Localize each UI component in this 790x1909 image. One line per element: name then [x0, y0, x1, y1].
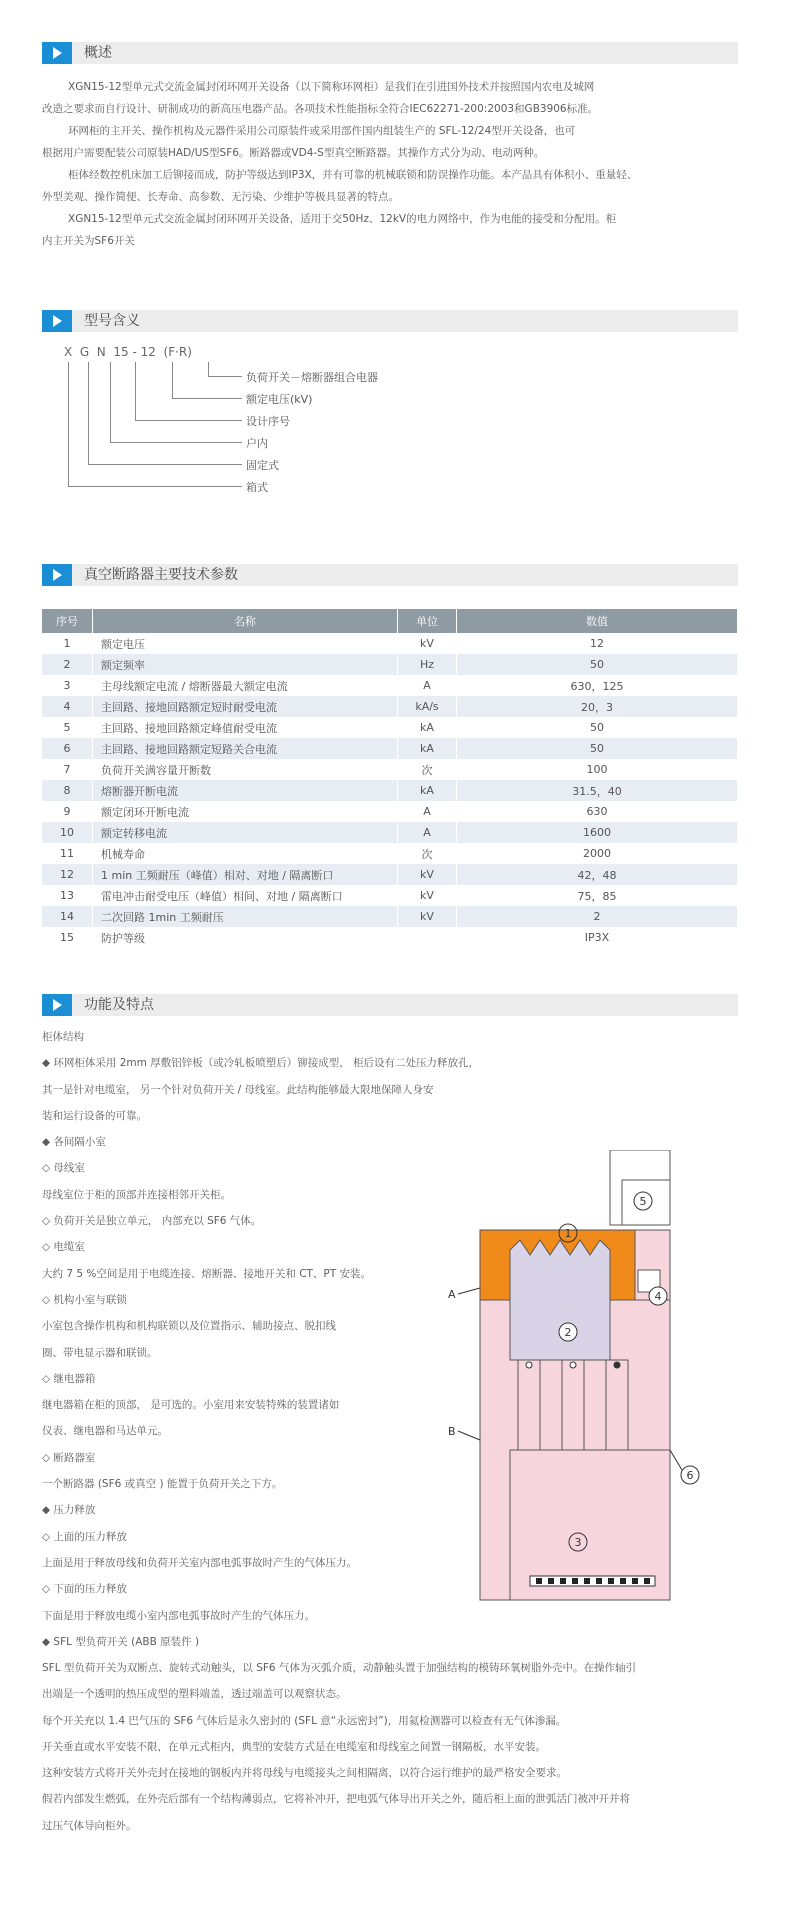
- param-unit: 次: [398, 843, 457, 864]
- param-unit: kV: [398, 633, 457, 654]
- feature-line: 母线室位于柜的顶部并连接相邻开关柜。: [42, 1188, 231, 1201]
- column-header: 名称: [93, 609, 398, 633]
- param-unit: A: [398, 675, 457, 696]
- features-list: [42, 1024, 482, 1655]
- column-header: 单位: [398, 609, 457, 633]
- param-name: 主回路、接地回路额定短时耐受电流: [93, 696, 398, 717]
- feature-line: ◇ 机构小室与联锁: [42, 1293, 127, 1306]
- param-value: 630: [457, 801, 738, 822]
- model-label: 设计序号: [246, 415, 290, 428]
- param-value: 100: [457, 759, 738, 780]
- param-unit: A: [398, 801, 457, 822]
- row-index: 1: [42, 633, 93, 654]
- callout-label: 3: [574, 1536, 582, 1549]
- section-title: 概述: [84, 45, 112, 61]
- callout-label: 1: [564, 1227, 572, 1240]
- feature-line: 其一是针对电缆室， 另一个针对负荷开关 / 母线室。此结构能够最大限地保障人身安: [42, 1083, 434, 1096]
- callout-label: 5: [639, 1195, 647, 1208]
- load-switch: [510, 1240, 610, 1360]
- feature-line: 假若内部发生燃弧，在外壳后部有一个结构薄弱点，它将补冲开，把电弧气体导出开关之外，随后柜上面的泄弧活门被冲开并将: [42, 1793, 630, 1806]
- row-index: 3: [42, 675, 93, 696]
- param-name: 雷电冲击耐受电压（峰值）相间、对地 / 隔离断口: [93, 885, 398, 906]
- table-row: [42, 738, 738, 759]
- row-index: 6: [42, 738, 93, 759]
- table-row: [42, 654, 738, 675]
- param-name: 防护等级: [93, 927, 398, 948]
- row-index: 14: [42, 906, 93, 927]
- model-label: 户内: [246, 437, 268, 450]
- param-value: 42，48: [457, 864, 738, 885]
- marker-a: A: [448, 1288, 456, 1301]
- param-value: 2000: [457, 843, 738, 864]
- param-unit: kA: [398, 780, 457, 801]
- section-header-params: [42, 564, 738, 586]
- param-value: 75，85: [457, 885, 738, 906]
- table-row: [42, 885, 738, 906]
- param-name: 熔断器开断电流: [93, 780, 398, 801]
- model-code: X G N 15 - 12 (F·R): [64, 345, 192, 359]
- column-header: 数值: [457, 609, 738, 633]
- table-row: [42, 822, 738, 843]
- param-name: 二次回路 1min 工频耐压: [93, 906, 398, 927]
- param-unit: Hz: [398, 654, 457, 675]
- param-name: 主母线额定电流 / 熔断器最大额定电流: [93, 675, 398, 696]
- feature-line: ◆ 各间隔小室: [42, 1136, 106, 1149]
- overview-text: [42, 76, 742, 252]
- param-value: 20，3: [457, 696, 738, 717]
- param-value: IP3X: [457, 927, 738, 948]
- param-unit: kA: [398, 738, 457, 759]
- feature-line: ◇ 上面的压力释放: [42, 1530, 127, 1543]
- param-value: 50: [457, 654, 738, 675]
- overview-line: 柜体经数控机床加工后铆接而成，防护等级达到IP3X，并有可靠的机械联锁和防误操作功能。本产品具有体积小、重量轻、: [68, 169, 638, 181]
- feature-line: ◇ 断路器室: [42, 1451, 96, 1464]
- feature-line: 装和运行设备的可靠。: [42, 1109, 147, 1122]
- table-row: [42, 717, 738, 738]
- feature-line: 开关垂直或水平安装不限，在单元式柜内，典型的安装方式是在电缆室和母线室之间置一钢隔板，水平安装。: [42, 1740, 546, 1753]
- model-label: 固定式: [246, 459, 279, 472]
- table-row: [42, 696, 738, 717]
- row-index: 7: [42, 759, 93, 780]
- param-unit: kV: [398, 864, 457, 885]
- param-name: 主回路、接地回路额定峰值耐受电流: [93, 717, 398, 738]
- feature-line: 一个断路器 (SF6 或真空 ) 能置于负荷开关之下方。: [42, 1478, 283, 1491]
- row-index: 12: [42, 864, 93, 885]
- param-name: 机械寿命: [93, 843, 398, 864]
- param-name: 负荷开关满容量开断数: [93, 759, 398, 780]
- param-unit: kV: [398, 906, 457, 927]
- overview-line: XGN15-12型单元式交流金属封闭环网开关设备（以下简称环网柜）是我们在引进国外技术并按照国内农电及城网: [68, 81, 595, 93]
- column-header: 序号: [42, 609, 93, 633]
- callout-label: 2: [564, 1326, 572, 1339]
- param-name: 主回路、接地回路额定短路关合电流: [93, 738, 398, 759]
- feature-line: ◇ 负荷开关是独立单元， 内部充以 SF6 气体。: [42, 1215, 262, 1228]
- row-index: 11: [42, 843, 93, 864]
- overview-line: XGN15-12型单元式交流金属封闭环网开关设备，适用于交50Hz、12kV的电力网络中，作为电能的接受和分配用。柜: [68, 213, 617, 225]
- table-row: [42, 780, 738, 801]
- table-row: [42, 633, 738, 654]
- feature-line: 过压气体导向柜外。: [42, 1819, 137, 1832]
- param-value: 12: [457, 633, 738, 654]
- row-index: 13: [42, 885, 93, 906]
- model-label: 负荷开关－熔断器组合电器: [246, 371, 378, 384]
- table-row: [42, 906, 738, 927]
- feature-line: 继电器箱在柜的顶部， 是可选的。小室用来安装特殊的装置诸如: [42, 1399, 340, 1412]
- table-row: [42, 927, 738, 948]
- model-label: 额定电压(kV): [246, 393, 313, 406]
- param-value: 50: [457, 738, 738, 759]
- table-row: [42, 801, 738, 822]
- overview-line: 外型美观、操作简便、长寿命、高参数、无污染、少维护等极具显著的特点。: [42, 191, 399, 203]
- feature-line: ◆ 压力释放: [42, 1504, 96, 1517]
- feature-line: 圈、带电显示器和联锁。: [42, 1346, 158, 1359]
- feature-line: 上面是用于释放母线和负荷开关室内部电弧事故时产生的气体压力。: [42, 1556, 357, 1569]
- feature-line: 这种安装方式将开关外壳封在接地的钢板内并将母线与电缆接头之间相隔离，以符合运行维护的最严格安全要求。: [42, 1767, 567, 1780]
- arrow-icon: [42, 564, 72, 586]
- param-unit: kV: [398, 885, 457, 906]
- overview-line: 改造之要求而自行设计、研制成功的新高压电器产品。各项技术性能指标全符合IEC62271-200:2003和GB3906标准。: [42, 103, 599, 115]
- section-header-model: [42, 310, 738, 332]
- section-header-overview: [42, 42, 738, 64]
- param-value: 2: [457, 906, 738, 927]
- overview-line: 内主开关为SF6开关: [42, 235, 135, 247]
- feature-line: 小室包含操作机构和机构联锁以及位置指示、辅助接点、脱扣线: [42, 1320, 336, 1333]
- param-name: 额定转移电流: [93, 822, 398, 843]
- arrow-icon: [42, 994, 72, 1016]
- param-name: 额定闭环开断电流: [93, 801, 398, 822]
- section-title: 功能及特点: [84, 997, 154, 1013]
- row-index: 4: [42, 696, 93, 717]
- feature-line: ◇ 下面的压力释放: [42, 1583, 127, 1596]
- table-row: [42, 675, 738, 696]
- arrow-icon: [42, 42, 72, 64]
- row-index: 9: [42, 801, 93, 822]
- table-header-row: [42, 609, 738, 633]
- callout-label: 6: [686, 1469, 694, 1482]
- callout-label: 4: [654, 1290, 662, 1303]
- row-index: 2: [42, 654, 93, 675]
- row-index: 8: [42, 780, 93, 801]
- feature-line: 仪表、继电器和马达单元。: [42, 1425, 168, 1438]
- cabinet-diagram: [440, 1150, 740, 1620]
- feature-line: 下面是用于释放电缆小室内部电弧事故时产生的气体压力。: [42, 1609, 315, 1622]
- param-name: 额定频率: [93, 654, 398, 675]
- feature-line: ◆ 环网柜体采用 2mm 厚敷铝锌板（或冷轧板喷塑后）铆接成型， 柜后设有二处压力释放孔，: [42, 1057, 480, 1070]
- param-unit: kA/s: [398, 696, 457, 717]
- feature-line: 出端是一个透明的热压成型的塑料端盖，透过端盖可以观察状态。: [42, 1688, 347, 1701]
- table-row: [42, 864, 738, 885]
- arrow-icon: [42, 310, 72, 332]
- section-title: 真空断路器主要技术参数: [84, 567, 238, 583]
- param-name: 1 min 工频耐压（峰值）相对、对地 / 隔离断口: [93, 864, 398, 885]
- param-unit: kA: [398, 717, 457, 738]
- param-value: 630，125: [457, 675, 738, 696]
- feature-line: 每个开关充以 1.4 巴气压的 SF6 气体后是永久密封的 (SFL 意“永远密封”)，用氦检测器可以检查有无气体渗漏。: [42, 1714, 567, 1727]
- params-table: [42, 609, 738, 948]
- row-index: 5: [42, 717, 93, 738]
- feature-line: ◆ SFL 型负荷开关 (ABB 原装件 ): [42, 1635, 200, 1648]
- param-name: 额定电压: [93, 633, 398, 654]
- feature-line: SFL 型负荷开关为双断点、旋转式动触头，以 SF6 气体为灭弧介质，动静触头置于加强结构的模铸环氧树脂外壳中。在操作轴引: [42, 1662, 636, 1674]
- param-unit: [398, 927, 457, 948]
- feature-line: ◇ 母线室: [42, 1162, 85, 1175]
- param-unit: A: [398, 822, 457, 843]
- marker-b: B: [448, 1425, 456, 1438]
- model-label: 箱式: [246, 481, 268, 494]
- param-value: 50: [457, 717, 738, 738]
- feature-line: 柜体结构: [42, 1031, 84, 1043]
- section-header-features: [42, 994, 738, 1016]
- overview-line: 环网柜的主开关、操作机构及元器件采用公司原装件或采用部件国内组装生产的 SFL-12/24型开关设备，也可: [68, 125, 576, 137]
- section-title: 型号含义: [84, 313, 140, 329]
- param-unit: 次: [398, 759, 457, 780]
- overview-line: 根据用户需要配装公司原装HAD/US型SF6。断路器或VD4-S型真空断路器。其操作方式分为动、电动两种。: [42, 147, 545, 159]
- param-value: 1600: [457, 822, 738, 843]
- feature-line: 大约 7 5 %空间是用于电缆连接、熔断器、接地开关和 CT、PT 安装。: [42, 1267, 372, 1280]
- table-row: [42, 759, 738, 780]
- feature-line: ◇ 继电器箱: [42, 1372, 96, 1385]
- param-value: 31.5，40: [457, 780, 738, 801]
- row-index: 15: [42, 927, 93, 948]
- row-index: 10: [42, 822, 93, 843]
- table-row: [42, 843, 738, 864]
- features-text: [42, 1655, 747, 1839]
- feature-line: ◇ 电缆室: [42, 1241, 85, 1254]
